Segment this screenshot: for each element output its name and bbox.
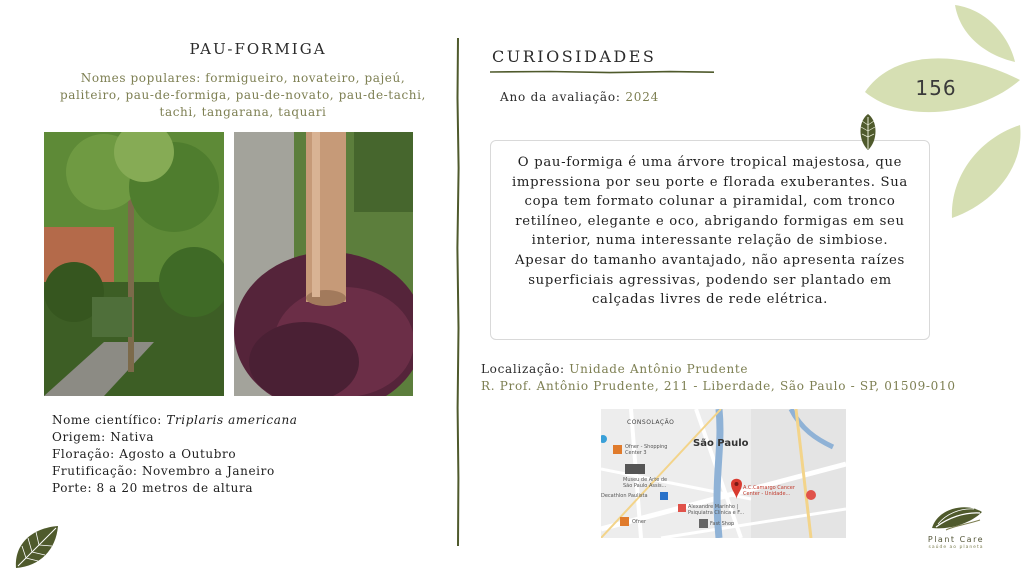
hospital-icon bbox=[678, 504, 686, 512]
scientific-name: Nome científico: Triplaris americana bbox=[52, 413, 298, 427]
description-text: O pau-formiga é uma árvore tropical majestosa, que impressiona por seu porte e florada exuberantes. Sua copa tem formato colunar a piramidal, com tronco retilíneo, elegante e oco, abrigando formigas em seu interior, numa interessante relação de simbiose. Apesar do tamanho avantajado, não apresenta raízes superficiais agressivas, podendo ser plantado em calçadas livres de rede elétrica. bbox=[511, 155, 908, 308]
location-map[interactable] bbox=[601, 409, 846, 538]
tree-photo-full bbox=[44, 132, 224, 396]
brand-tagline: saúde ao planeta bbox=[928, 545, 984, 550]
column-divider bbox=[456, 38, 460, 546]
assessment-year: Ano da avaliação: 2024 bbox=[500, 90, 660, 104]
map-poi-hospital: A.C.Camargo Cancer Center - Unidade... bbox=[743, 485, 795, 497]
origin: Origem: Nativa bbox=[52, 430, 155, 444]
fruiting: Frutificação: Novembro a Janeiro bbox=[52, 464, 275, 478]
leaf-icon bbox=[857, 113, 879, 151]
location-unit: Localização: Unidade Antônio Prudente bbox=[481, 362, 749, 376]
tree-trunk-photo bbox=[234, 132, 413, 396]
tree-photo-full-illustration bbox=[44, 132, 224, 396]
shopping-icon bbox=[613, 445, 622, 454]
species-facts bbox=[52, 412, 298, 497]
popular-names: Nomes populares: formigueiro, novateiro, pajeú, paliteiro, pau-de-formiga, pau-de-novato, pau-de-tachi, tachi, tangarana, taquari bbox=[60, 71, 426, 119]
map-poi-museum: Museu de Arte de São Paulo Assis... bbox=[623, 477, 668, 489]
leaf-icon-bottom bbox=[12, 524, 60, 570]
heading-underline bbox=[490, 70, 714, 74]
location-address: R. Prof. Antônio Prudente, 211 - Liberdade, São Paulo - SP, 01509-010 bbox=[481, 379, 956, 393]
map-poi-fastshop: Fast Shop bbox=[710, 521, 735, 527]
plant-number-badge: 156 bbox=[915, 76, 957, 100]
map-poi-decathlon: Decathlon Paulista bbox=[601, 493, 648, 499]
building-icon bbox=[660, 492, 668, 500]
decorative-leaves bbox=[860, 0, 1024, 230]
species-title: PAU-FORMIGA bbox=[189, 40, 327, 58]
map-district: CONSOLAÇÃO bbox=[627, 419, 675, 426]
map-poi-shopping: Ofner - Shopping Center 3 bbox=[625, 444, 668, 456]
curiosities-heading: CURIOSIDADES bbox=[492, 47, 657, 66]
brand-name: Plant Care bbox=[927, 535, 985, 544]
museum-icon bbox=[625, 464, 645, 474]
map-poi-ofner: Ofner bbox=[632, 519, 646, 525]
flowering: Floração: Agosto a Outubro bbox=[52, 447, 237, 461]
location-block bbox=[481, 361, 956, 395]
map-poi-clinic: Alexandre Marinho | Psiquiatra Clínica e F... bbox=[688, 504, 745, 516]
map-city: São Paulo bbox=[693, 438, 749, 449]
size: Porte: 8 a 20 metros de altura bbox=[52, 481, 254, 495]
tree-trunk-photo-illustration bbox=[234, 132, 413, 396]
